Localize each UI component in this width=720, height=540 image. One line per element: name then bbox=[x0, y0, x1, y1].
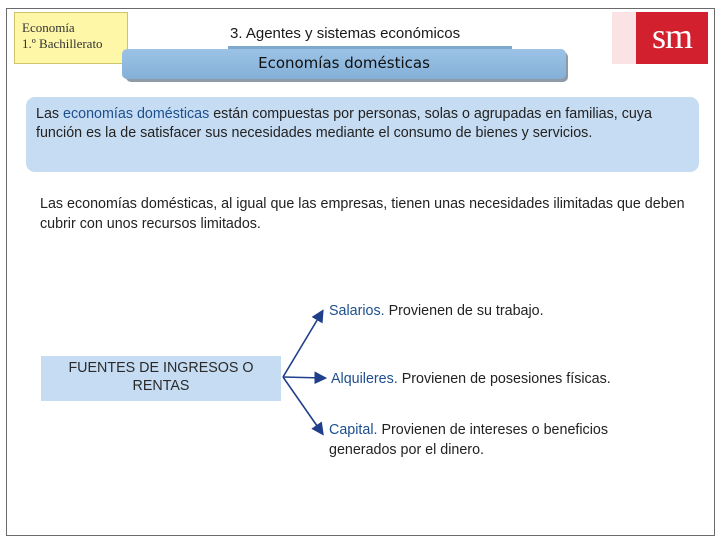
source-item-capital bbox=[329, 420, 669, 460]
definition-prefix: Las bbox=[36, 106, 64, 122]
unit-title: 3. Agentes y sistemas económicos bbox=[230, 25, 461, 42]
definition-text: están compuestas por personas, solas o agrupadas en familias, cuya función es la de satisfacer sus necesidades mediante el consumo de bienes y servicios. bbox=[36, 106, 652, 141]
source-desc: Provienen de intereses o beneficios generados por el dinero. bbox=[329, 422, 608, 458]
sm-logo: sm bbox=[636, 12, 708, 64]
arrow-to-capital bbox=[283, 377, 322, 433]
source-name: Alquileres. bbox=[331, 371, 398, 387]
income-sources-box: FUENTES DE INGRESOS O RENTAS bbox=[41, 356, 281, 401]
definition-highlight: economías domésticas bbox=[63, 106, 210, 122]
subject-course: 1.º Bachillerato bbox=[22, 36, 103, 51]
source-desc: Provienen de su trabajo. bbox=[384, 303, 544, 319]
arrow-to-salarios bbox=[283, 312, 322, 377]
source-name: Capital. bbox=[329, 422, 378, 438]
source-item-alquileres bbox=[331, 369, 611, 389]
topic-banner: Economías domésticas bbox=[122, 49, 566, 79]
source-desc: Provienen de posesiones físicas. bbox=[397, 371, 611, 387]
arrow-to-alquileres bbox=[283, 377, 324, 378]
source-item-salarios bbox=[329, 301, 544, 321]
source-name: Salarios. bbox=[329, 303, 385, 319]
subject-name: Economía bbox=[22, 20, 75, 35]
body-paragraph: Las economías domésticas, al igual que las empresas, tienen unas necesidades ilimitadas que deben cubrir con unos recursos limitados. bbox=[40, 196, 685, 232]
